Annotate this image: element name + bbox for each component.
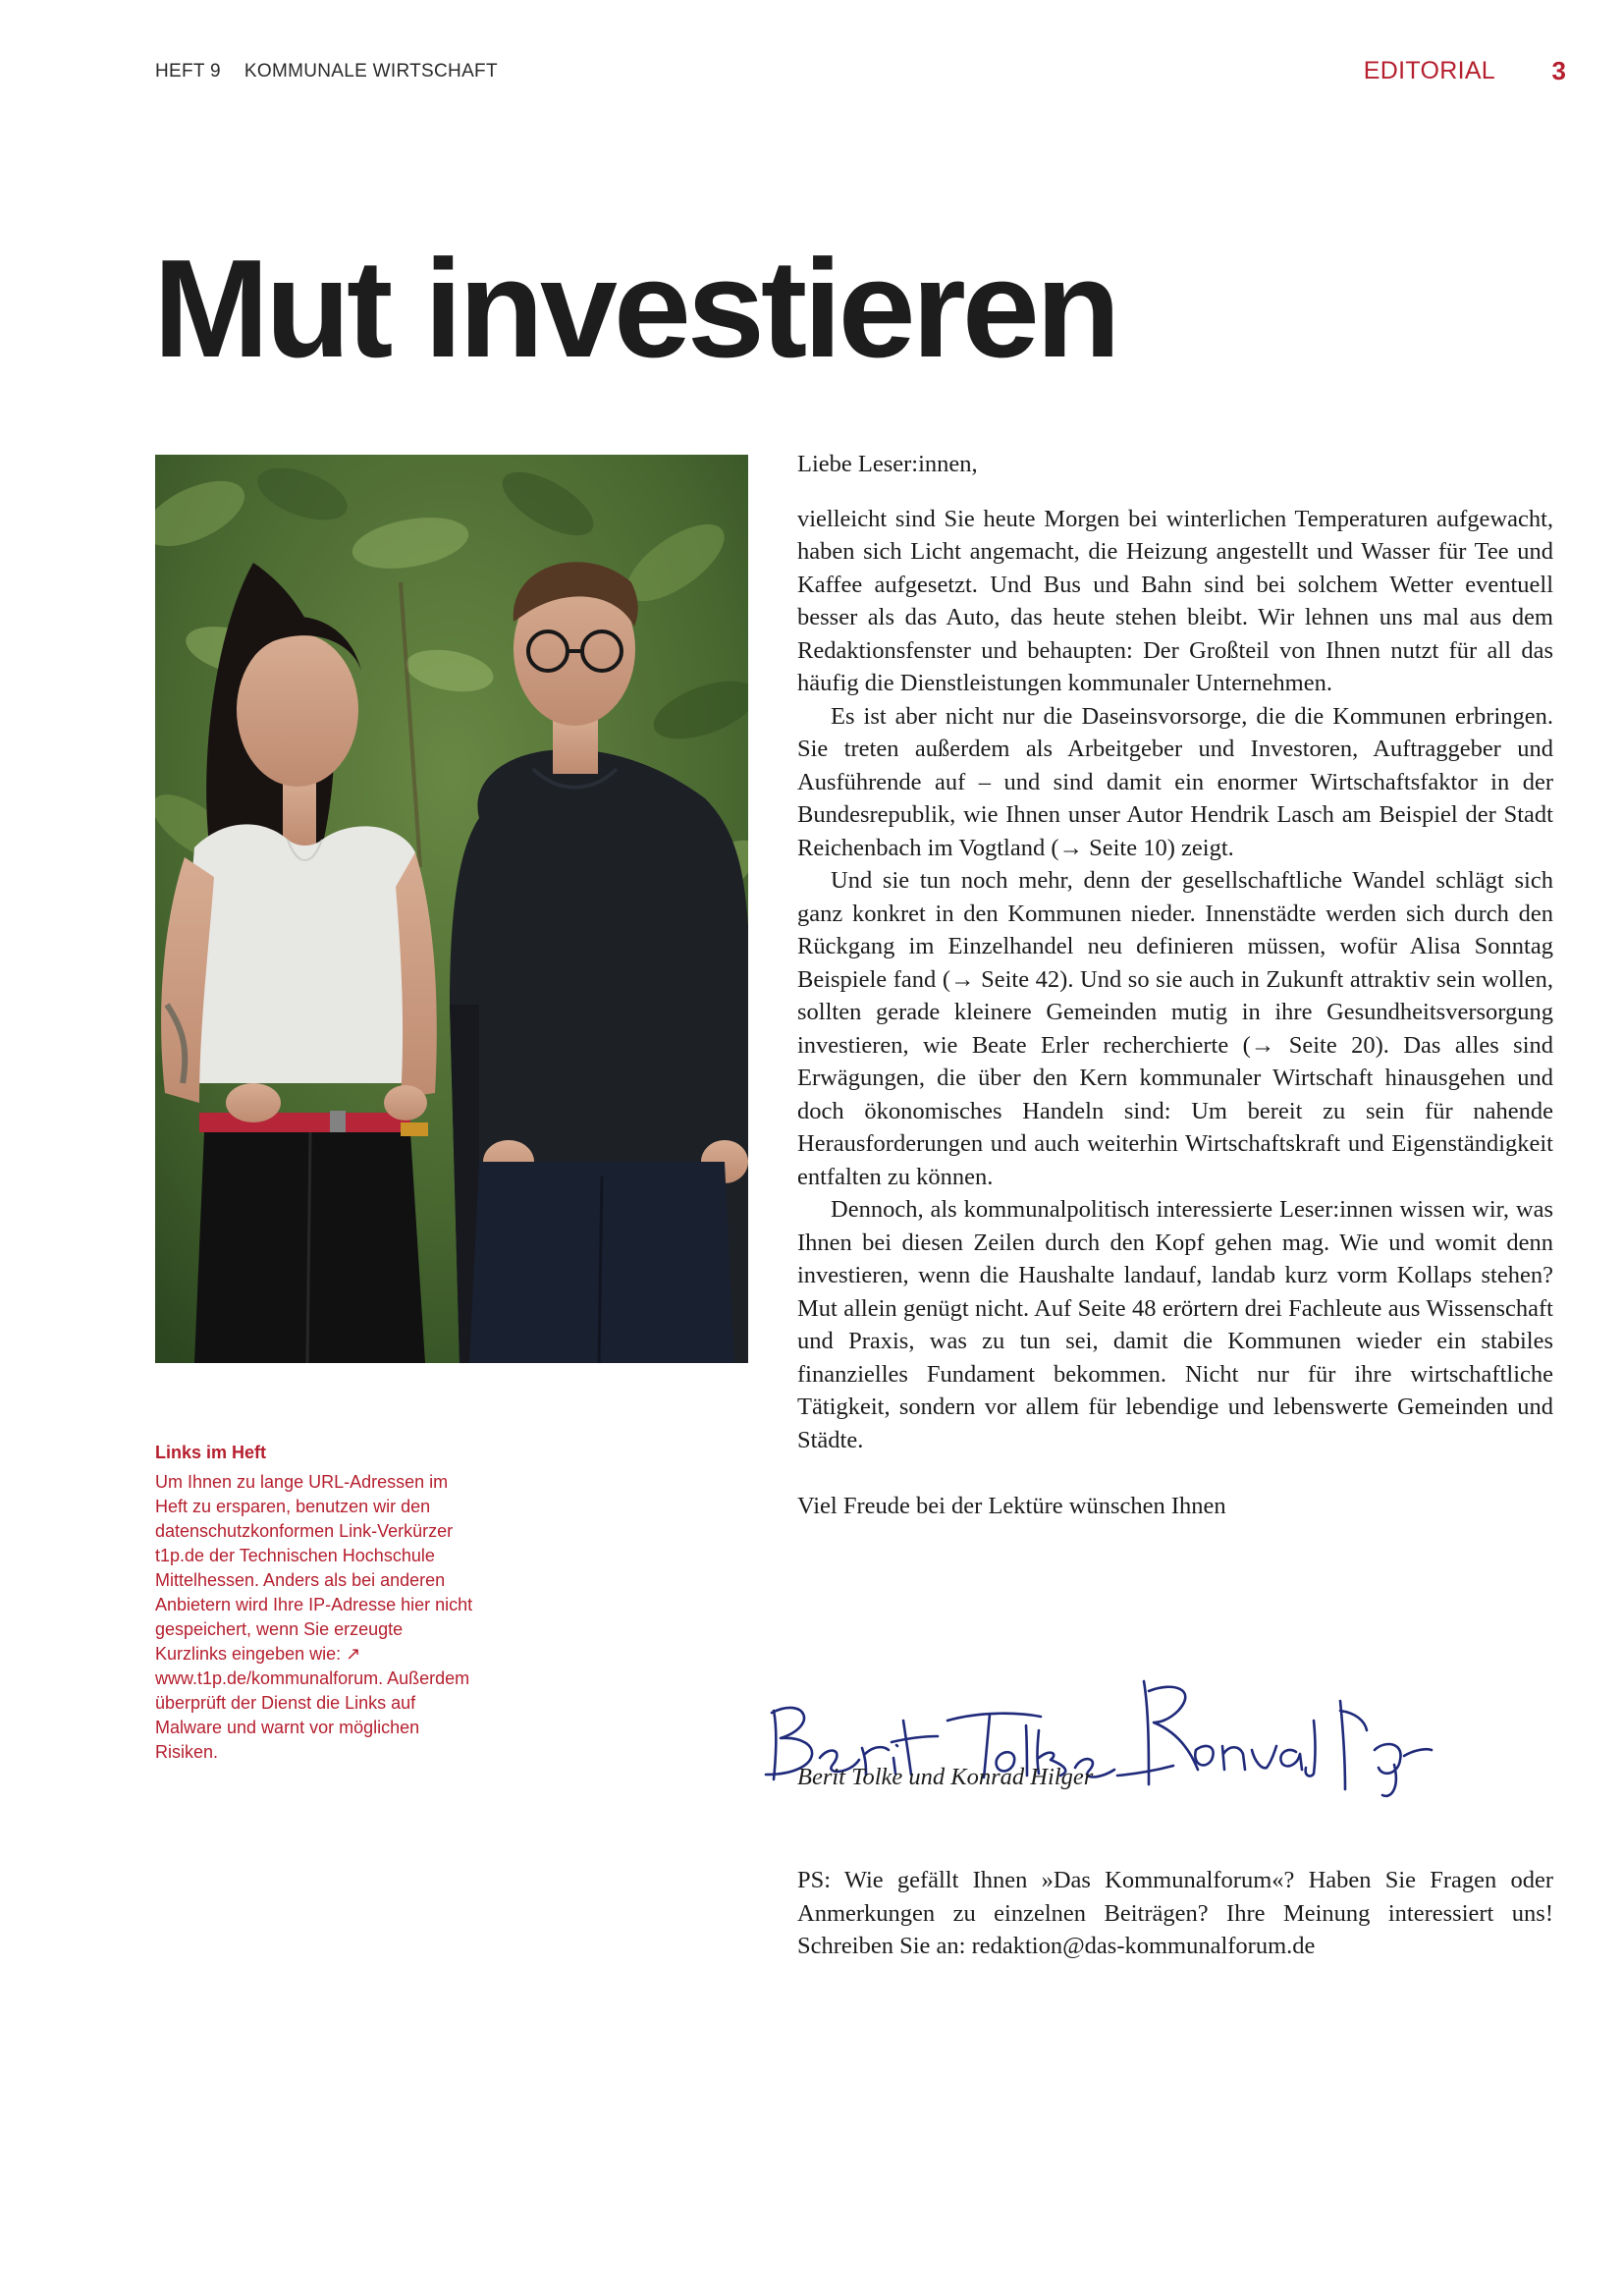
letter-paragraph: Und sie tun noch mehr, denn der gesellschaftliche Wandel schlägt sich ganz konkret in den Kommunen nieder. Innenstädte werden sich durch den Rückgang im Einzelhandel neu definieren müssen, wofür Alisa Sonntag Beispiele fand (→ Seite 42). Und so sie auch in Zukunft attraktiv sein wollen, sollten gerade kleinere Gemeinden mutig in ihre Gesundheitsversorgung investieren, wie Beate Erler recherchierte (→ Seite 20). Das alles sind Erwägungen, die über den Kern kommunaler Wirtschaft hinausgehen und doch ökonomisches Handeln sind: Um bereit zu sein für nahende Herausforderungen und auch weiterhin Wirtschaftskraft und Eigenständigkeit entfalten zu können. [797, 867, 1553, 1190]
magazine-label: KOMMUNALE WIRTSCHAFT [243, 61, 498, 82]
letter-paragraph: Dennoch, als kommunalpolitisch interessierte Leser:innen wissen wir, was Ihnen bei diesen Zeilen durch den Kopf gehen mag. Wie und womit denn investieren, wenn die Haushalte landauf, landab kurz vorm Kollaps stehen? Mut allein genügt nicht. Auf Seite 48 erörtern drei Fachleute aus Wissenschaft und Praxis, was zu tun sei, damit die Kommunen wieder ein stabiles finanzielles Fundament bekommen. Nicht nur für ihre wirtschaftliche Tätigkeit, sondern vor allem für lebendige und lebenswerte Gemeinden und Städte. [797, 1196, 1553, 1453]
page-title: Mut investieren [153, 231, 1117, 387]
postscript: PS: Wie gefällt Ihnen »Das Kommunalforum«? Haben Sie Fragen oder Anmerkungen zu einzelnen Beiträgen? Ihre Meinung interessiert uns! Schreiben Sie an: redaktion@das-kommunalforum.de [797, 1867, 1553, 1959]
sidebar-title: Links im Heft [155, 1443, 267, 1462]
page-header [155, 57, 1566, 86]
letter-paragraph: vielleicht sind Sie heute Morgen bei winterlichen Temperaturen aufgewacht, haben sich Licht angemacht, die Heizung angestellt und Wasser für Tee und Kaffee aufgesetzt. Und Bus und Bahn sind bei solchem Wetter eventuell besser als das Auto, das heute stehen bleibt. Wir lehnen uns mal aus dem Redaktionsfenster und behaupten: Der Großteil von Ihnen nutzt für all das häufig die Dienstleistungen kommunaler Unternehmen. [797, 505, 1553, 696]
signers-names: Berit Tolke und Konrad Hilger [797, 1764, 1094, 1790]
page-number: 3 [1551, 56, 1566, 85]
editorial-letter [797, 448, 1553, 1523]
section-label: EDITORIAL [1363, 57, 1495, 84]
header-left [155, 61, 521, 82]
issue-label: HEFT 9 [155, 61, 221, 82]
sidebar-text: Um Ihnen zu lange URL-Adressen im Heft zu ersparen, benutzen wir den datenschutzkonformen Link-Verkürzer t1p.de der Technischen Hochschule Mittelhessen. Anders als bei anderen Anbietern wird Ihre IP-Adresse hier nicht gespeichert, wenn Sie erzeugte Kurzlinks eingeben wie: ↗ www.t1p.de/kommunalforum. Außerdem überprüft der Dienst die Links auf Malware und warnt vor möglichen Risiken. [155, 1472, 473, 1763]
letter-closing: Viel Freude bei der Lektüre wünschen Ihnen [797, 1493, 1226, 1519]
letter-salutation: Liebe Leser:innen, [797, 451, 978, 477]
sidebar-links-box [155, 1442, 479, 1765]
letter-paragraph: Es ist aber nicht nur die Daseinsvorsorge, die die Kommunen erbringen. Sie treten außerdem als Arbeitgeber und Investoren, Auftraggeber und Ausführende auf – und sind damit ein enormer Wirtschaftsfaktor in der Bundesrepublik, wie Ihnen unser Autor Hendrik Lasch am Beispiel der Stadt Reichenbach im Vogtland (→ Seite 10) zeigt. [797, 702, 1553, 861]
editors-photo [155, 455, 748, 1363]
